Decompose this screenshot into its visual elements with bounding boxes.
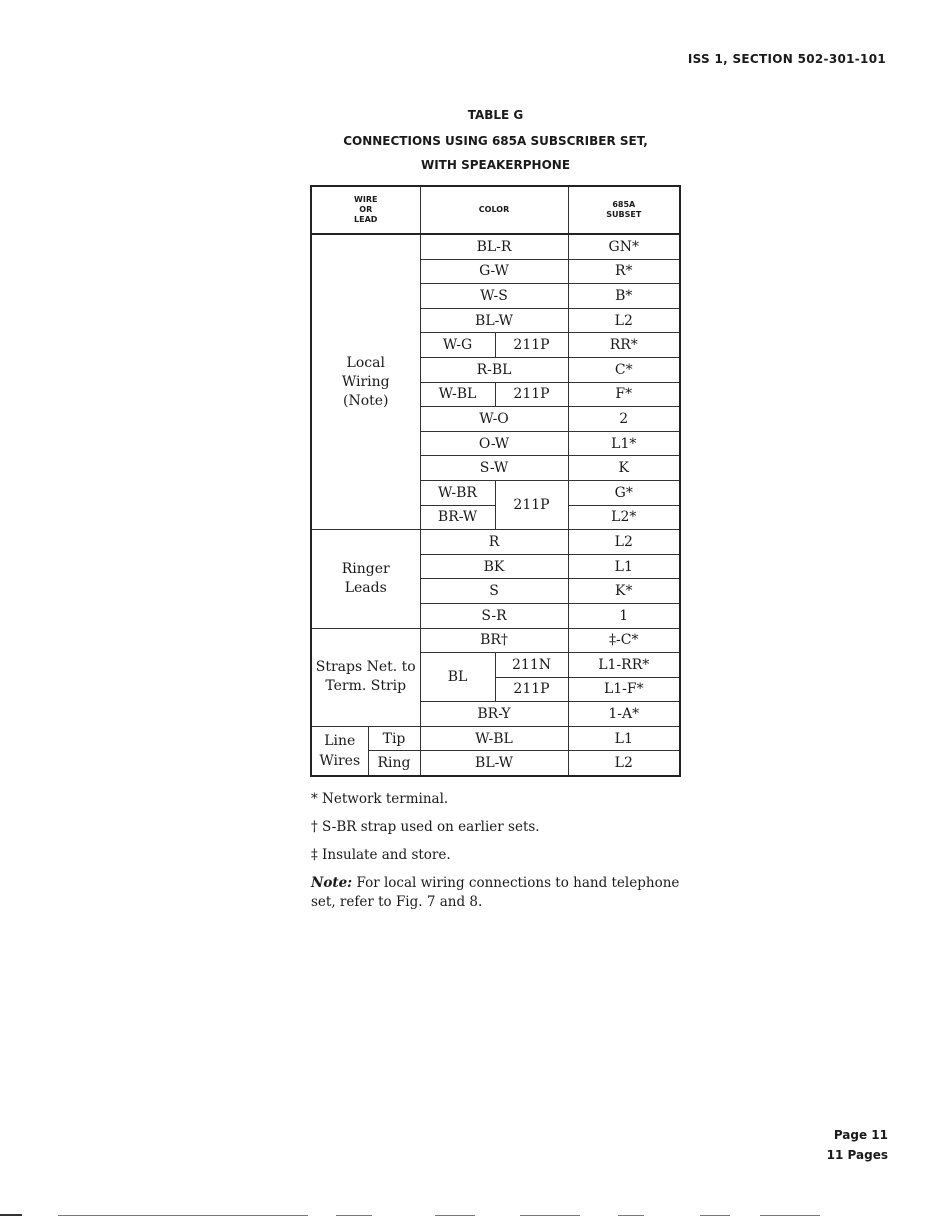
subset-cell: L2 (568, 530, 680, 555)
scan-line (760, 1215, 820, 1216)
color-cell: BR-Y (420, 702, 568, 727)
color-cell: S (420, 579, 568, 604)
subset-cell: L1 (568, 554, 680, 579)
color-cell: O-W (420, 431, 568, 456)
subset-cell: R* (568, 259, 680, 284)
note-text: For local wiring connections to hand telephone set, refer to Fig. 7 and 8. (311, 875, 680, 910)
page-number: Page 11 (833, 1128, 888, 1142)
group-ringer-leads-label: Ringer Leads (341, 560, 390, 596)
footnote-network-terminal: * Network terminal. (311, 791, 449, 807)
group-ringer-leads (311, 530, 420, 628)
color-cell: BL-W (420, 751, 568, 776)
subset-cell: F* (568, 382, 680, 407)
subset-cell: L2 (568, 751, 680, 776)
subset-cell: C* (568, 357, 680, 382)
header-subset (568, 186, 680, 234)
header-wire-label: WIRE OR LEAD (354, 195, 378, 224)
group-straps (311, 628, 420, 726)
subset-cell: L2* (568, 505, 680, 530)
header-subset-label: 685A SUBSET (606, 200, 642, 219)
table-title: TABLE G (467, 108, 524, 122)
group-straps-label: Straps Net. to Term. Strip (315, 659, 416, 695)
subset-cell: G* (568, 480, 680, 505)
page-total: 11 Pages (826, 1148, 888, 1162)
color-cell: W-BL (420, 726, 568, 751)
note-cell: 211N (495, 653, 568, 678)
group-line-wires-label: Line Wires (319, 732, 361, 769)
scan-line (618, 1215, 644, 1216)
color-cell: W-G (420, 333, 495, 358)
subset-cell: L1 (568, 726, 680, 751)
subset-cell: B* (568, 284, 680, 309)
color-cell: W-BR (420, 480, 495, 505)
note-label: Note: (311, 875, 353, 891)
scan-line (700, 1215, 730, 1216)
header-wire (311, 186, 420, 234)
table-row (311, 234, 680, 259)
subset-cell: L1* (568, 431, 680, 456)
group-local-wiring-label: Local Wiring (Note) (341, 354, 390, 409)
subset-cell: L2 (568, 308, 680, 333)
color-cell: W-O (420, 407, 568, 432)
subset-cell: ‡-C* (568, 628, 680, 653)
color-cell: R (420, 530, 568, 555)
group-line-wires (311, 726, 368, 776)
subset-cell: 1-A* (568, 702, 680, 727)
subset-cell: 1 (568, 603, 680, 628)
scan-line (435, 1215, 475, 1216)
color-cell: W-BL (420, 382, 495, 407)
scan-line (520, 1215, 580, 1216)
subset-cell: RR* (568, 333, 680, 358)
color-cell: G-W (420, 259, 568, 284)
group-local-wiring (311, 234, 420, 530)
color-cell: BL-W (420, 308, 568, 333)
scan-line (336, 1215, 372, 1216)
color-cell: S-R (420, 603, 568, 628)
connections-table (310, 185, 681, 777)
page-header: ISS 1, SECTION 502-301-101 (687, 52, 886, 66)
table-subtitle-2: WITH SPEAKERPHONE (420, 158, 571, 172)
header-color: COLOR (420, 186, 568, 234)
scan-line (58, 1215, 308, 1216)
note-cell: 211P (495, 480, 568, 529)
subset-cell: K* (568, 579, 680, 604)
color-cell: BR-W (420, 505, 495, 530)
subset-cell: L1-RR* (568, 653, 680, 678)
color-cell: BK (420, 554, 568, 579)
table-row (311, 628, 680, 653)
table-row (311, 530, 680, 555)
color-cell: R-BL (420, 357, 568, 382)
table-subtitle-1: CONNECTIONS USING 685A SUBSCRIBER SET, (343, 134, 648, 148)
footnote-note (311, 874, 691, 912)
line-tip-cell: Tip (368, 726, 420, 751)
color-cell: S-W (420, 456, 568, 481)
scan-mark (0, 1214, 22, 1216)
subset-cell: K (568, 456, 680, 481)
subset-cell: L1-F* (568, 677, 680, 702)
line-ring-cell: Ring (368, 751, 420, 776)
table-row (311, 726, 680, 751)
note-cell: 211P (495, 382, 568, 407)
table-header-row (311, 186, 680, 234)
subset-cell: GN* (568, 234, 680, 259)
footnote-sbr-strap: † S-BR strap used on earlier sets. (311, 819, 540, 835)
note-cell: 211P (495, 333, 568, 358)
color-cell: BL-R (420, 234, 568, 259)
color-cell: W-S (420, 284, 568, 309)
footnote-insulate: ‡ Insulate and store. (311, 847, 451, 863)
note-cell: 211P (495, 677, 568, 702)
color-cell: BL (420, 653, 495, 702)
color-cell: BR† (420, 628, 568, 653)
subset-cell: 2 (568, 407, 680, 432)
